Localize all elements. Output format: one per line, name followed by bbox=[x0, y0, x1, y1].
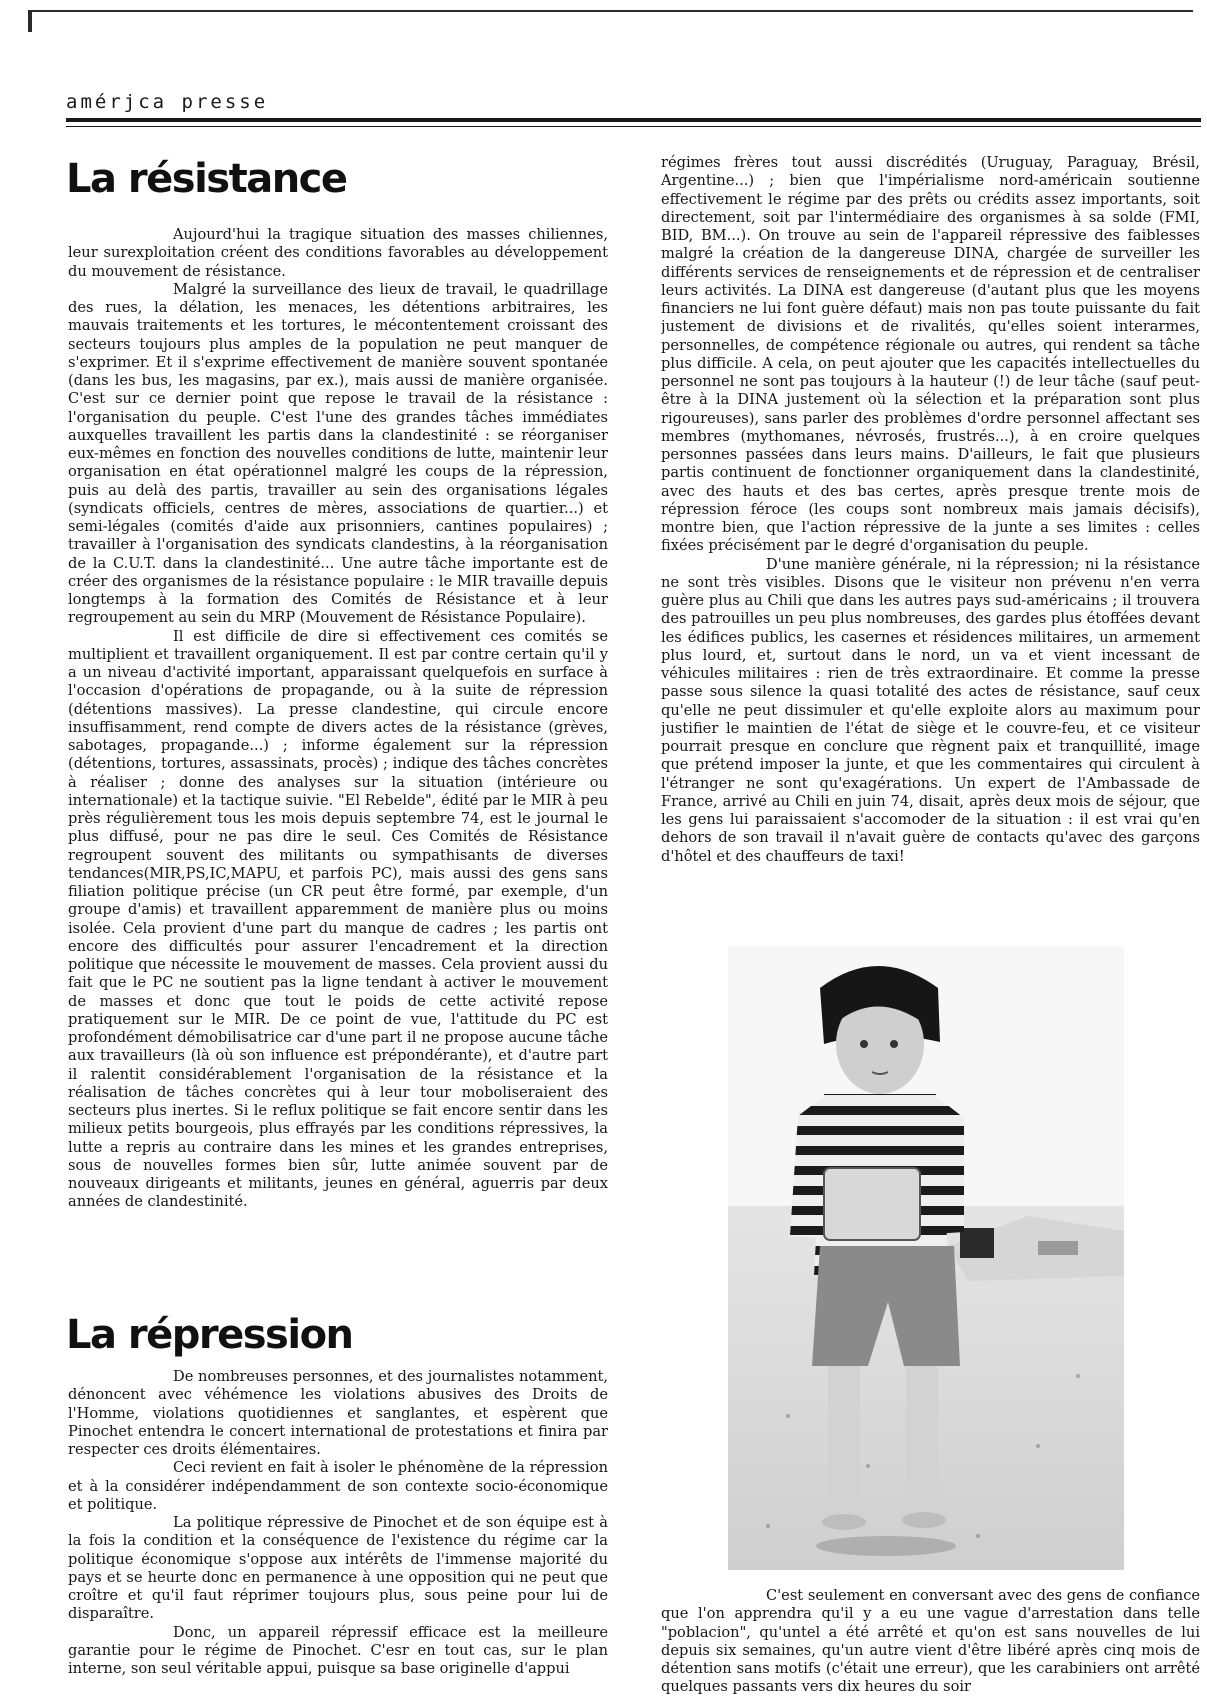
right-column bbox=[661, 154, 1200, 938]
repression-paragraph-1: De nombreuses personnes, et des journalistes notamment, dénoncent avec véhémence les violations abusives des Droits de l'Homme, violations quotidiennes et sanglantes, et espèrent que Pinochet entendra le concert international de protestations et finira par respecter ces droits élémentaires. bbox=[68, 1368, 608, 1458]
page-top-border bbox=[28, 10, 1193, 12]
repression-paragraph-2: Ceci revient en fait à isoler le phénomène de la répression et à la considérer indépendamment de son contexte socio-économique et politique. bbox=[68, 1459, 608, 1513]
repression-paragraph-4: Donc, un appareil répressif efficace est la meilleure garantie pour le régime de Pinochet. C'esr en tout cas, sur le plan interne, son seul véritable appui, puisque sa base originelle d'appui bbox=[68, 1623, 608, 1677]
header-rule-thin bbox=[66, 126, 1201, 127]
resistance-paragraph-1: Aujourd'hui la tragique situation des masses chiliennes, leur surexploitation créent des conditions favorables au développement du mouvement de résistance. bbox=[68, 226, 608, 280]
right-bottom-paragraph-1: C'est seulement en conversant avec des gens de confiance que l'on apprendra qu'il y a eu une vague d'arrestation dans telle "poblacion", qu'untel a été arrêté et qu'on est sans nouvelles de lui depuis six semaines, qu'un autre vient d'être libéré après cinq mois de détention sans motifs (c'était une erreur), que les carabiniers ont arrêté quelques passants vers dix heures du soir bbox=[661, 1587, 1200, 1696]
repression-column bbox=[68, 1368, 608, 1694]
heading-resistance: La résistance bbox=[66, 156, 347, 202]
child-photo bbox=[728, 946, 1124, 1570]
right-bottom-column bbox=[661, 1587, 1200, 1696]
publication-header: amérjca presse bbox=[66, 91, 269, 113]
right-paragraph-1: régimes frères tout aussi discrédités (Uruguay, Paraguay, Brésil, Argentine...) ; bien que l'impérialisme nord-américain soutienne effectivement le régime par des prêts ou crédits assez importants, soit directement, soit par l'intermédiaire des organismes à sa solde (FMI, BID, BM...). On trouve au sein de l'appareil répressive des faiblesses malgré la création de la dangereuse DINA, chargée de surveiller les différents services de renseignements et de répression et de centraliser leurs activités. La DINA est dangereuse (d'autant plus que les moyens financiers ne lui font guère défaut) mais non pas toute puissante du fait justement de divisions et de rivalités, qu'elles soient interarmes, personnelles, de compétence régionale ou autres, qui rendent sa tâche plus difficile. A cela, on peut ajouter que les capacités intellectuelles du personnel ne sont pas toujours à la hauteur (!) de leur tâche (sauf peut-être à la DINA justement où la sélection et la préparation sont plus rigoureuses), sans parler des problèmes d'ordre personnel affectant ses membres (mythomanes, névrosés, frustrés...), à en croire quelques personnes passées dans leurs mains. D'ailleurs, le fait que plusieurs partis continuent de fonctionner organiquement dans la clandestinité, avec des hauts et des bas certes, après presque trente mois de répression féroce (les coups sont nombreux mais jamais décisifs), montre bien, que l'action répressive de la junte a ses limites : celles fixées précisément par le degré d'organisation du peuple. bbox=[661, 154, 1200, 555]
resistance-paragraph-2: Malgré la surveillance des lieux de travail, le quadrillage des rues, la délation, les menaces, les détentions arbitraires, les mauvais traitements et les tortures, le mécontentement croissant des secteurs toujours plus amples de la population ne peut manquer de s'exprimer. Et il s'exprime effectivement de manière souvent spontanée (dans les bus, les magasins, par ex.), mais aussi de manière organisée. C'est sur ce dernier point que repose le travail de la résistance : l'organisation du peuple. C'est l'une des grandes tâches immédiates auxquelles travaillent les partis dans la clandestinité : se réorganiser eux-mêmes en fonction des nouvelles conditions de lutte, maintenir leur organisation en état opérationnel malgré les coups de la répression, puis au delà des partis, travailler au sein des organisations légales (syndicats officiels, centres de mères, associations de quartier...) et semi-légales (comités d'aide aux prisonniers, cantines populaires) ; travailler à l'organisation des syndicats clandestins, à la réorganisation de la C.U.T. dans la clandestinité... Une autre tâche importante est de créer des organismes de la résistance populaire : le MIR travaille depuis longtemps à la formation des Comités de Résistance et à leur regroupement au sein du MRP (Mouvement de Résistance Populaire). bbox=[68, 280, 608, 627]
right-paragraph-2: D'une manière générale, ni la répression; ni la résistance ne sont très visibles. Disons que le visiteur non prévenu n'en verra guère plus au Chili que dans les autres pays sud-américains ; il trouvera des patrouilles un peu plus nombreuses, des gardes plus étoffées devant les édifices publics, les casernes et résidences militaires, un armement plus lourd, et, surtout dans le nord, un va et vient incessant de véhicules militaires : rien de très extraordinaire. Et comme la presse passe sous silence la quasi totalité des actes de résistance, sauf ceux qu'elle ne peut dissimuler et qu'elle exploite alors au maximum pour justifier le maintien de l'état de siège et le couvre-feu, et ce visiteur pourrait presque en conclure que règnent paix et tranquillité, image que prétend imposer la junte, et que les commentaires qui circulent à l'étranger ne sont qu'exagérations. Un expert de l'Ambassade de France, arrivé au Chili en juin 74, disait, après deux mois de séjour, que les gens lui paraissaient s'accomoder de la situation : il est vrai qu'en dehors de son travail il n'avait guère de contacts qu'avec des garçons d'hôtel et des chauffeurs de taxi! bbox=[661, 555, 1200, 865]
page-corner-mark bbox=[28, 10, 32, 32]
resistance-column bbox=[68, 226, 608, 1294]
heading-repression: La répression bbox=[66, 1312, 353, 1358]
header-rule-thick bbox=[66, 118, 1201, 122]
repression-paragraph-3: La politique répressive de Pinochet et de son équipe est à la fois la condition et la conséquence de l'existence du régime car la politique économique s'oppose aux intérêts de l'immense majorité du pays et se heurte donc en permanence à une opposition qui ne peut que croître et qu'il faut réprimer toujours plus, sous peine pour lui de disparaître. bbox=[68, 1514, 608, 1623]
resistance-paragraph-3: Il est difficile de dire si effectivement ces comités se multiplient et travaillent organiquement. Il est par contre certain qu'il y a un niveau d'activité important, apparaissant quelquefois en surface à l'occasion d'opérations de propagande, ou à la suite de répression (détentions massives). La presse clandestine, qui circule encore insuffisamment, rend compte de divers actes de la résistance (grèves, sabotages, propagande...) ; informe également sur la répression (détentions, tortures, assassinats, procès) ; indique des tâches concrètes à réaliser ; donne des analyses sur la situation (intérieure ou internationale) et la tactique suivie. "El Rebelde", édité par le MIR à peu près régulièrement tous les mois depuis septembre 74, est le journal le plus diffusé, pour ne pas dire le seul. Ces Comités de Résistance regroupent souvent des militants ou sympathisants de diverses tendances(MIR,PS,IC,MAPU, et parfois PC), mais aussi des gens sans filiation politique précise (un CR peut être formé, par exemple, d'un groupe d'amis) et travaillent apparemment de manière plus ou moins isolée. Cela provient d'une part du manque de cadres ; les partis ont encore des difficultés pour assurer l'encadrement et la direction politique que nécessite le mouvement de masses. Cela provient aussi du fait que le PC ne soutient pas la ligne tendant à activer le mouvement de masses et donc que tout le poids de cette activité repose pratiquement sur le MIR. De ce point de vue, l'attitude du PC est profondément démobilisatrice car d'une part il ne propose aucune tâche aux travailleurs (là où son influence est prépondérante), et d'autre part il ralentit considérablement l'organisation de la résistance et la réalisation de tâches concrètes qui à leur tour moboliseraient des secteurs plus inertes. Si le reflux politique se fait encore sentir dans les milieux petits bourgeois, plus effrayés par les conditions répressives, la lutte a repris au contraire dans les mines et les grandes entreprises, sous de nouvelles formes bien sûr, lutte animée souvent par de nouveaux dirigeants et militants, jeunes en général, aguerris par deux années de clandestinité. bbox=[68, 627, 608, 1211]
